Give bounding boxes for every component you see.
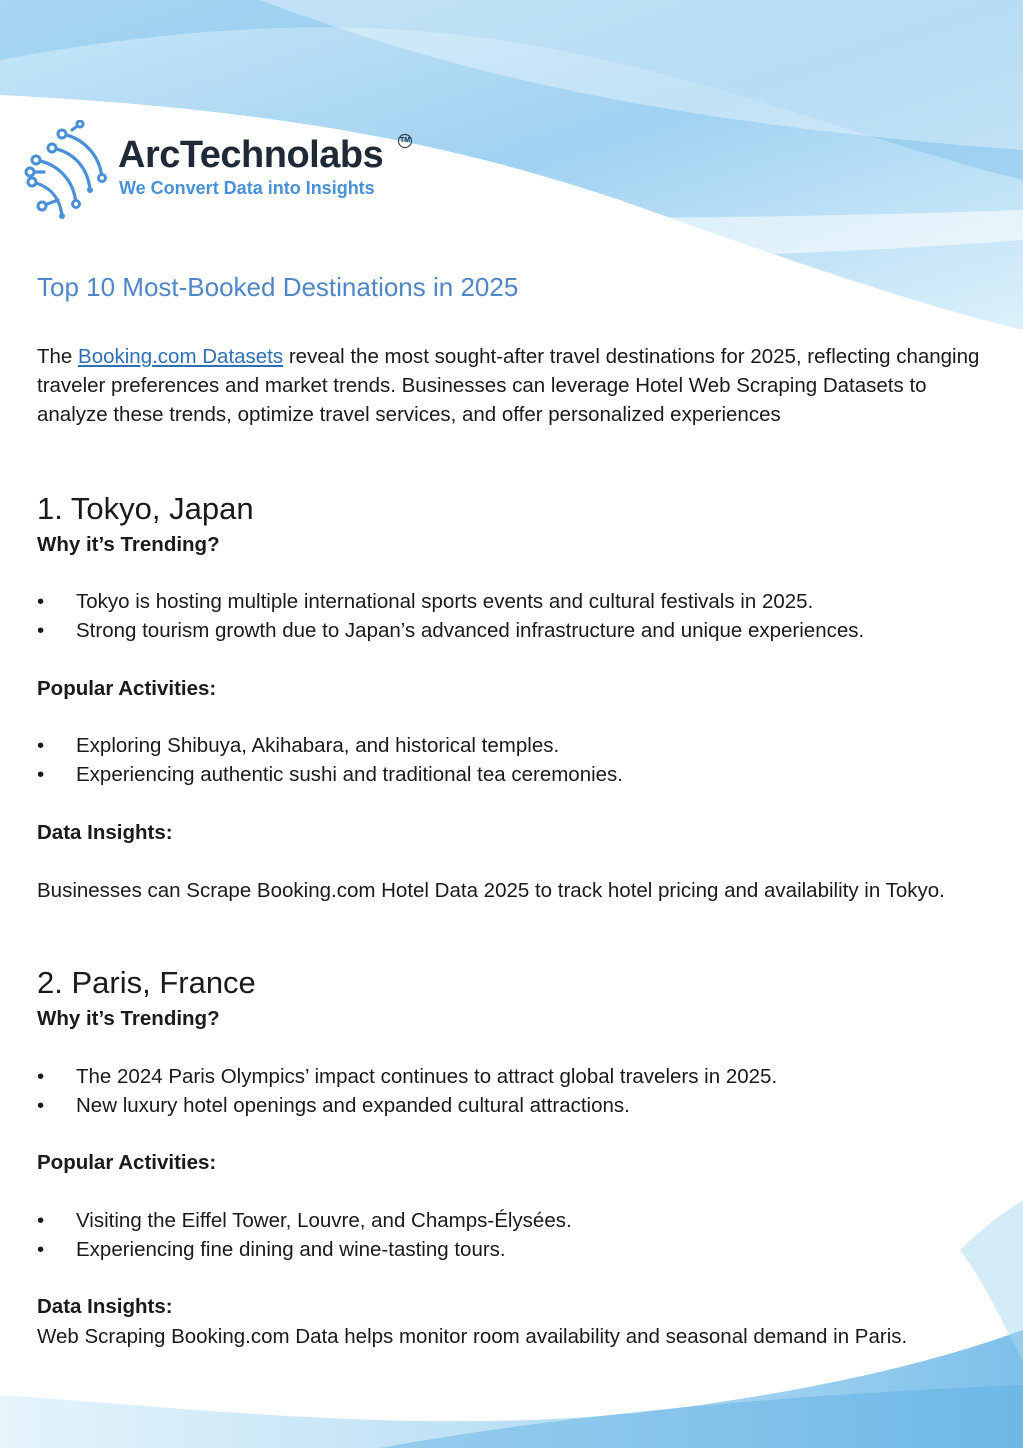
insights-text: Businesses can Scrape Booking.com Hotel Data 2025 to track hotel pricing and availability in Tokyo. (37, 879, 945, 902)
list-item: • The 2024 Paris Olympics’ impact continues to attract global travelers in 2025. (37, 1062, 997, 1091)
destination-heading: 2. Paris, France (37, 965, 256, 1000)
insights-label: Data Insights: (37, 1295, 173, 1318)
intro-text: reveal the most sought-after travel destinations for 2025, reflecting changing traveler preferences and market trends. Businesses can leverage Hotel Web Scraping Datasets to analyze these trends, optimize travel services, and offer personalized experiences (37, 345, 980, 426)
destination-heading: 1. Tokyo, Japan (37, 491, 254, 526)
activities-list (37, 731, 997, 789)
list-item: • Experiencing authentic sushi and traditional tea ceremonies. (37, 760, 997, 789)
trending-list (37, 587, 997, 645)
trademark-badge: TM (398, 134, 412, 148)
list-item: • Strong tourism growth due to Japan’s advanced infrastructure and unique experiences. (37, 616, 997, 645)
brand-logo (22, 120, 422, 224)
document-title: Top 10 Most-Booked Destinations in 2025 (37, 272, 519, 302)
booking-datasets-link[interactable]: Booking.com Datasets (78, 345, 284, 368)
trending-label: Why it’s Trending? (37, 1007, 220, 1030)
circuit-logo-icon (22, 120, 110, 224)
list-item: • Visiting the Eiffel Tower, Louvre, and Champs-Élysées. (37, 1206, 997, 1235)
intro-prefix: The (37, 345, 79, 368)
list-item: • Experiencing fine dining and wine-tasting tours. (37, 1235, 997, 1264)
intro-paragraph (37, 342, 987, 429)
trending-list (37, 1062, 997, 1120)
list-item: • New luxury hotel openings and expanded cultural attractions. (37, 1091, 997, 1120)
activities-list (37, 1206, 997, 1264)
brand-name: ArcTechnolabs (118, 134, 384, 176)
activities-label: Popular Activities: (37, 677, 217, 700)
list-item: • Tokyo is hosting multiple international sports events and cultural festivals in 2025. (37, 587, 997, 616)
insights-label: Data Insights: (37, 821, 173, 844)
list-item: • Exploring Shibuya, Akihabara, and historical temples. (37, 731, 997, 760)
trending-label: Why it’s Trending? (37, 533, 220, 556)
activities-label: Popular Activities: (37, 1151, 217, 1174)
brand-tagline: We Convert Data into Insights (119, 178, 375, 198)
insights-text: Web Scraping Booking.com Data helps monitor room availability and seasonal demand in Paris. (37, 1325, 908, 1348)
